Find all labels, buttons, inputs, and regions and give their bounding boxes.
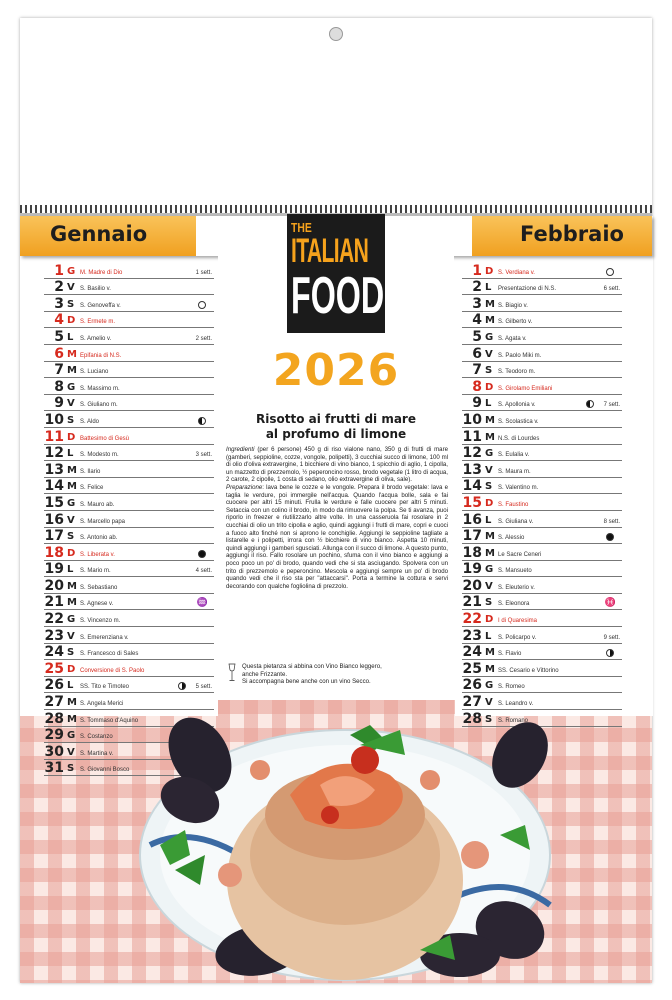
saint-name: S. Modesto m.	[80, 452, 119, 459]
day-row	[44, 660, 214, 677]
day-number: 19	[462, 561, 482, 578]
weekday-letter: G	[485, 331, 494, 343]
preparation-text: : lava bene le cozze e le vongole. Prepara il brodo vegetale: lava e taglia le verdure, poi immergile nell'acqua. Quando l'acqua bolle, sala e fai cuocere per altri 15 minuti. Frulla le verdure e falle cuocere per altri 5 minuti. Setaccia con un colino il brodo, in modo da rimuovere la polpa. Se ti avanza, puoi riporlo in freezer e riutilizzarlo altre volte. In una casseruola fai rosolare in 2 cucchiai di olio un trito cipolla e aglio, quindi aggiungi i frutti di mare, copri e cuoci a fuoco alto finché non si aprono le conchiglie. Aggiungi le seppioline tagliate a listarelle e i polipetti, irrora con ½ bicchiere di vino bianco. Aspetta 10 minuti, quindi aggiungi i gamberi sgusciati. Allunga con il succo di limone. A questo punto, aggiungi il riso. Fallo rosolare un pochino, sfuma con il vino bianco e aggiungi a poco poco un po' di brodo, quando vedi che si sta asciugando. Spolvera con un trito di prezzemolo e peperoncino. Mescola e aggiungi sempre un po' di brodo quando vedi che il riso sta per "attaccarsi". Porta a termine la cottura e servi decorando con qualche fogliolina di prezzolo.	[226, 483, 448, 590]
day-number: 11	[44, 428, 64, 445]
weekday-letter: G	[485, 564, 494, 576]
moon-phase-icon	[198, 301, 206, 309]
day-number: 1	[472, 262, 482, 279]
weekday-letter: M	[485, 531, 495, 543]
day-row	[44, 445, 214, 462]
saint-name: Le Sacre Ceneri	[498, 551, 542, 558]
saint-name: S. Policarpo v.	[498, 634, 537, 641]
day-number: 24	[462, 644, 482, 661]
saint-name: N.S. di Lourdes	[498, 435, 540, 442]
day-number: 13	[44, 461, 64, 478]
day-row	[462, 362, 622, 379]
wine-line-2: anche Frizzante.	[242, 670, 288, 678]
day-row	[462, 577, 622, 594]
wine-glass-icon	[228, 663, 236, 683]
month-tab-right	[420, 216, 652, 256]
month-tab-left	[20, 216, 248, 256]
risotto-photo	[130, 705, 560, 985]
weekday-letter: V	[67, 282, 75, 294]
day-row	[462, 378, 622, 395]
saint-name: S. Martina v.	[80, 750, 114, 757]
saint-name: S. Marcello papa	[80, 518, 126, 525]
week-number: 6 sett.	[603, 286, 620, 293]
day-row	[462, 644, 622, 661]
month-name-left: Gennaio	[50, 222, 148, 246]
day-row	[44, 395, 214, 412]
saint-name: S. Eleuterio v.	[498, 584, 535, 591]
day-number: 17	[462, 528, 482, 545]
day-number: 3	[472, 295, 482, 312]
saint-name: S. Mansueto	[498, 568, 532, 575]
day-row	[44, 295, 214, 312]
saint-name: S. Vincenzo m.	[80, 618, 121, 625]
weekday-letter: S	[485, 597, 493, 609]
wine-line-1: Questa pietanza si abbina con Vino Bianco leggero,	[242, 663, 382, 670]
day-row	[44, 312, 214, 329]
weekday-letter: S	[67, 414, 75, 426]
day-number: 4	[54, 312, 64, 329]
saint-name: S. Mario m.	[80, 568, 111, 575]
day-number: 1	[54, 262, 64, 279]
day-number: 28	[462, 710, 482, 727]
week-number: 8 sett.	[603, 518, 620, 525]
day-row	[44, 262, 214, 279]
recipe-title	[228, 412, 444, 442]
day-number: 16	[462, 511, 482, 528]
weekday-letter: M	[485, 315, 495, 327]
day-number: 3	[54, 295, 64, 312]
week-number: 4 sett.	[195, 568, 212, 575]
day-number: 7	[472, 362, 482, 379]
weekday-letter: G	[67, 265, 76, 277]
weekday-letter: D	[485, 614, 494, 626]
saint-name: SS. Tito e Timoteo	[80, 684, 130, 691]
day-row	[462, 411, 622, 428]
weekday-letter: D	[485, 381, 494, 393]
day-number: 27	[462, 694, 482, 711]
moon-phase-icon	[606, 268, 614, 276]
weekday-letter: G	[67, 614, 76, 626]
day-row	[462, 279, 622, 296]
ingredients-label: Ingredienti	[226, 446, 255, 453]
moon-phase-icon	[198, 550, 206, 558]
saint-name: S. Biagio v.	[498, 302, 528, 309]
day-row	[462, 677, 622, 694]
saint-name: S. Sebastiano	[80, 584, 118, 591]
day-row	[44, 328, 214, 345]
day-row	[462, 295, 622, 312]
saint-name: S. Angela Merici	[80, 701, 124, 708]
day-row	[44, 644, 214, 661]
year-title: 2026	[272, 345, 400, 396]
saint-name: S. Amelio v.	[80, 335, 112, 342]
weekday-letter: V	[67, 514, 75, 526]
saint-name: I di Quaresima	[498, 618, 538, 625]
day-row	[462, 544, 622, 561]
weekday-letter: D	[485, 265, 494, 277]
week-number: 1 sett.	[195, 269, 212, 276]
day-number: 5	[472, 328, 482, 345]
saint-name: S. Paolo Miki m.	[498, 352, 542, 359]
ingredients-text: (per 6 persone) 450 g di riso vialone nano, 350 g di frutti di mare (gamberi, seppioline, cozze, vongole, polipetti), 3 cucchiai succo di limone, 100 ml di olio d'oliva extravergine, 1 bicchiere di vino bianco, 1 spicchio di aglio, 1 cipolla, un mazzetto di prezzemolo, ½ peperoncino rosso, brodo vegetale (1 litro di acqua, 2 carote, 2 cipolle, 1 costa di sedano, olio extravergine di oliva, sale).	[226, 446, 448, 484]
weekday-letter: D	[485, 497, 494, 509]
saint-name: S. Alessio	[498, 535, 525, 542]
day-row	[44, 478, 214, 495]
day-row	[462, 445, 622, 462]
day-number: 13	[462, 461, 482, 478]
saint-name: S. Giovanni Bosco	[80, 767, 130, 774]
weekday-letter: M	[485, 414, 495, 426]
day-row	[44, 544, 214, 561]
saint-name: S. Ermete m.	[80, 319, 116, 326]
day-row	[462, 345, 622, 362]
saint-name: S. Verdiana v.	[498, 269, 535, 276]
italian-food-logo	[287, 214, 385, 333]
weekday-letter: D	[67, 431, 76, 443]
weekday-letter: V	[67, 398, 75, 410]
day-row	[462, 610, 622, 627]
weekday-letter: M	[485, 547, 495, 559]
day-number: 18	[44, 544, 64, 561]
saint-name: S. Leandro v.	[498, 701, 534, 708]
day-number: 8	[472, 378, 482, 395]
hanging-hole	[329, 27, 343, 41]
saint-name: S. Eulalia v.	[498, 452, 530, 459]
day-row	[44, 627, 214, 644]
february-day-list	[462, 262, 622, 727]
wine-pairing	[228, 663, 446, 686]
day-number: 27	[44, 694, 64, 711]
logo-line-1: THE	[291, 220, 312, 235]
saint-name: S. Emerenziana v.	[80, 634, 129, 641]
day-number: 21	[44, 594, 64, 611]
day-number: 12	[462, 445, 482, 462]
day-number: 5	[54, 328, 64, 345]
logo-line-3: FOOD	[291, 267, 385, 325]
moon-phase-icon	[178, 682, 186, 690]
day-row	[462, 428, 622, 445]
weekday-letter: V	[485, 464, 493, 476]
weekday-letter: M	[67, 365, 77, 377]
saint-name: S. Costanzo	[80, 734, 113, 741]
weekday-letter: M	[67, 464, 77, 476]
day-row	[44, 577, 214, 594]
day-number: 12	[44, 445, 64, 462]
saint-name: S. Ilario	[80, 468, 101, 475]
saint-name: S. Faustino	[498, 501, 529, 508]
saint-name: S. Basilio v.	[80, 286, 111, 293]
moon-phase-icon	[198, 417, 206, 425]
saint-name: S. Scolastica v.	[498, 418, 539, 425]
day-row	[44, 461, 214, 478]
day-row	[44, 528, 214, 545]
day-number: 15	[462, 494, 482, 511]
saint-name: Battesimo di Gesù	[80, 435, 130, 442]
weekday-letter: L	[67, 331, 74, 343]
saint-name: S. Antonio ab.	[80, 535, 118, 542]
weekday-letter: L	[67, 564, 74, 576]
day-number: 28	[44, 710, 64, 727]
day-number: 14	[462, 478, 482, 495]
day-row	[462, 312, 622, 329]
day-number: 25	[44, 660, 64, 677]
month-name-right: Febbraio	[520, 222, 624, 246]
day-row	[44, 511, 214, 528]
saint-name: SS. Cesario e Vittorino	[498, 667, 559, 674]
saint-name: S. Eleonora	[498, 601, 530, 608]
weekday-letter: D	[67, 547, 76, 559]
saint-name: S. Romeo	[498, 684, 525, 691]
saint-name: M. Madre di Dio	[80, 269, 123, 276]
saint-name: S. Agnese v.	[80, 601, 114, 608]
day-row	[462, 328, 622, 345]
saint-name: S. Agata v.	[498, 335, 527, 342]
day-row	[44, 428, 214, 445]
saint-name: S. Mauro ab.	[80, 501, 115, 508]
week-number: 7 sett.	[603, 402, 620, 409]
saint-name: S. Valentino m.	[498, 485, 539, 492]
saint-name: Conversione di S. Paolo	[80, 667, 145, 674]
saint-name: S. Maura m.	[498, 468, 531, 475]
weekday-letter: S	[67, 647, 75, 659]
saint-name: S. Teodoro m.	[498, 369, 536, 376]
day-number: 26	[462, 677, 482, 694]
weekday-letter: L	[485, 398, 492, 410]
weekday-letter: M	[67, 481, 77, 493]
logo-line-2: ITALIAN	[291, 232, 369, 270]
january-day-list	[44, 262, 214, 776]
zodiac-icon: ♓	[604, 597, 616, 608]
day-number: 22	[462, 611, 482, 628]
day-number: 14	[44, 478, 64, 495]
day-number: 19	[44, 561, 64, 578]
day-row	[462, 262, 622, 279]
day-number: 9	[54, 395, 64, 412]
day-row	[44, 362, 214, 379]
weekday-letter: V	[485, 697, 493, 709]
weekday-letter: G	[485, 448, 494, 460]
weekday-letter: S	[485, 481, 493, 493]
weekday-letter: S	[67, 531, 75, 543]
day-number: 31	[44, 760, 64, 777]
weekday-letter: D	[67, 663, 76, 675]
day-row	[44, 561, 214, 578]
saint-name: S. Aldo	[80, 418, 100, 425]
day-row	[44, 594, 214, 611]
day-row	[462, 511, 622, 528]
weekday-letter: V	[485, 580, 493, 592]
day-number: 30	[44, 743, 64, 760]
weekday-letter: L	[485, 514, 492, 526]
day-row	[462, 561, 622, 578]
saint-name: S. Romano	[498, 717, 529, 724]
saint-name: S. Tommaso d'Aquino	[80, 717, 139, 724]
saint-name: S. Giuliana v.	[498, 518, 534, 525]
weekday-letter: G	[67, 730, 76, 742]
weekday-letter: S	[485, 713, 493, 725]
day-row	[44, 677, 214, 694]
saint-name: S. Liberata v.	[80, 551, 115, 558]
week-number: 2 sett.	[195, 335, 212, 342]
day-number: 2	[54, 279, 64, 296]
wine-line-3: Si accompagna bene anche con un vino Secco.	[242, 678, 371, 686]
weekday-letter: G	[67, 497, 76, 509]
week-number: 3 sett.	[195, 452, 212, 459]
day-row	[462, 494, 622, 511]
day-number: 8	[54, 378, 64, 395]
day-number: 20	[44, 577, 64, 594]
weekday-letter: G	[67, 381, 76, 393]
weekday-letter: M	[67, 597, 77, 609]
day-number: 26	[44, 677, 64, 694]
day-row	[462, 660, 622, 677]
moon-phase-icon	[606, 533, 614, 541]
day-number: 18	[462, 544, 482, 561]
weekday-letter: S	[67, 298, 75, 310]
saint-name: S. Massimo m.	[80, 385, 120, 392]
weekday-letter: L	[485, 630, 492, 642]
day-number: 7	[54, 362, 64, 379]
day-number: 22	[44, 611, 64, 628]
day-number: 6	[54, 345, 64, 362]
day-number: 11	[462, 428, 482, 445]
week-number: 5 sett.	[195, 684, 212, 691]
weekday-letter: D	[67, 315, 76, 327]
weekday-letter: L	[67, 448, 74, 460]
day-row	[462, 461, 622, 478]
weekday-letter: M	[67, 697, 77, 709]
day-number: 29	[44, 727, 64, 744]
day-number: 20	[462, 577, 482, 594]
day-row	[462, 627, 622, 644]
saint-name: S. Luciano	[80, 369, 109, 376]
recipe-text	[226, 446, 448, 590]
weekday-letter: L	[485, 282, 492, 294]
weekday-letter: L	[67, 680, 74, 692]
weekday-letter: V	[67, 630, 75, 642]
weekday-letter: V	[485, 348, 493, 360]
day-number: 10	[44, 411, 64, 428]
day-number: 17	[44, 528, 64, 545]
weekday-letter: M	[67, 580, 77, 592]
weekday-letter: M	[67, 348, 77, 360]
recipe-title-line-1: Risotto ai frutti di mare	[255, 412, 416, 426]
day-row	[462, 528, 622, 545]
day-row	[44, 494, 214, 511]
recipe-title-line-2: al profumo di limone	[265, 427, 407, 441]
day-row	[462, 478, 622, 495]
day-number: 16	[44, 511, 64, 528]
day-row	[462, 594, 622, 611]
preparation-label: Preparazione	[226, 483, 263, 491]
weekday-letter: G	[485, 680, 494, 692]
weekday-letter: M	[67, 713, 77, 725]
day-number: 15	[44, 494, 64, 511]
saint-name: Epifania di N.S.	[80, 352, 122, 359]
day-row	[462, 395, 622, 412]
weekday-letter: M	[485, 298, 495, 310]
day-row	[44, 411, 214, 428]
saint-name: S. Gilberto v.	[498, 319, 533, 326]
saint-name: S. Genoveffa v.	[80, 302, 121, 309]
saint-name: S. Girolamo Emiliani	[498, 385, 553, 392]
week-number: 9 sett.	[603, 634, 620, 641]
day-number: 9	[472, 395, 482, 412]
saint-name: Presentazione di N.S.	[498, 286, 557, 293]
weekday-letter: M	[485, 431, 495, 443]
weekday-letter: M	[485, 647, 495, 659]
day-number: 21	[462, 594, 482, 611]
moon-phase-icon	[606, 649, 614, 657]
day-row	[44, 279, 214, 296]
day-number: 24	[44, 644, 64, 661]
day-row	[44, 345, 214, 362]
saint-name: S. Apollonia v.	[498, 402, 536, 409]
saint-name: S. Giuliano m.	[80, 402, 118, 409]
day-number: 23	[44, 627, 64, 644]
weekday-letter: S	[67, 763, 75, 775]
day-number: 25	[462, 660, 482, 677]
day-number: 10	[462, 411, 482, 428]
saint-name: S. Flavio	[498, 651, 522, 658]
weekday-letter: V	[67, 746, 75, 758]
saint-name: S. Felice	[80, 485, 104, 492]
day-row	[44, 610, 214, 627]
weekday-letter: S	[485, 365, 493, 377]
zodiac-icon: ♒	[196, 597, 208, 608]
day-row	[44, 378, 214, 395]
day-number: 4	[472, 312, 482, 329]
day-number: 23	[462, 627, 482, 644]
saint-name: S. Francesco di Sales	[80, 651, 139, 658]
weekday-letter: M	[485, 663, 495, 675]
day-number: 6	[472, 345, 482, 362]
day-number: 2	[472, 279, 482, 296]
moon-phase-icon	[586, 400, 594, 408]
